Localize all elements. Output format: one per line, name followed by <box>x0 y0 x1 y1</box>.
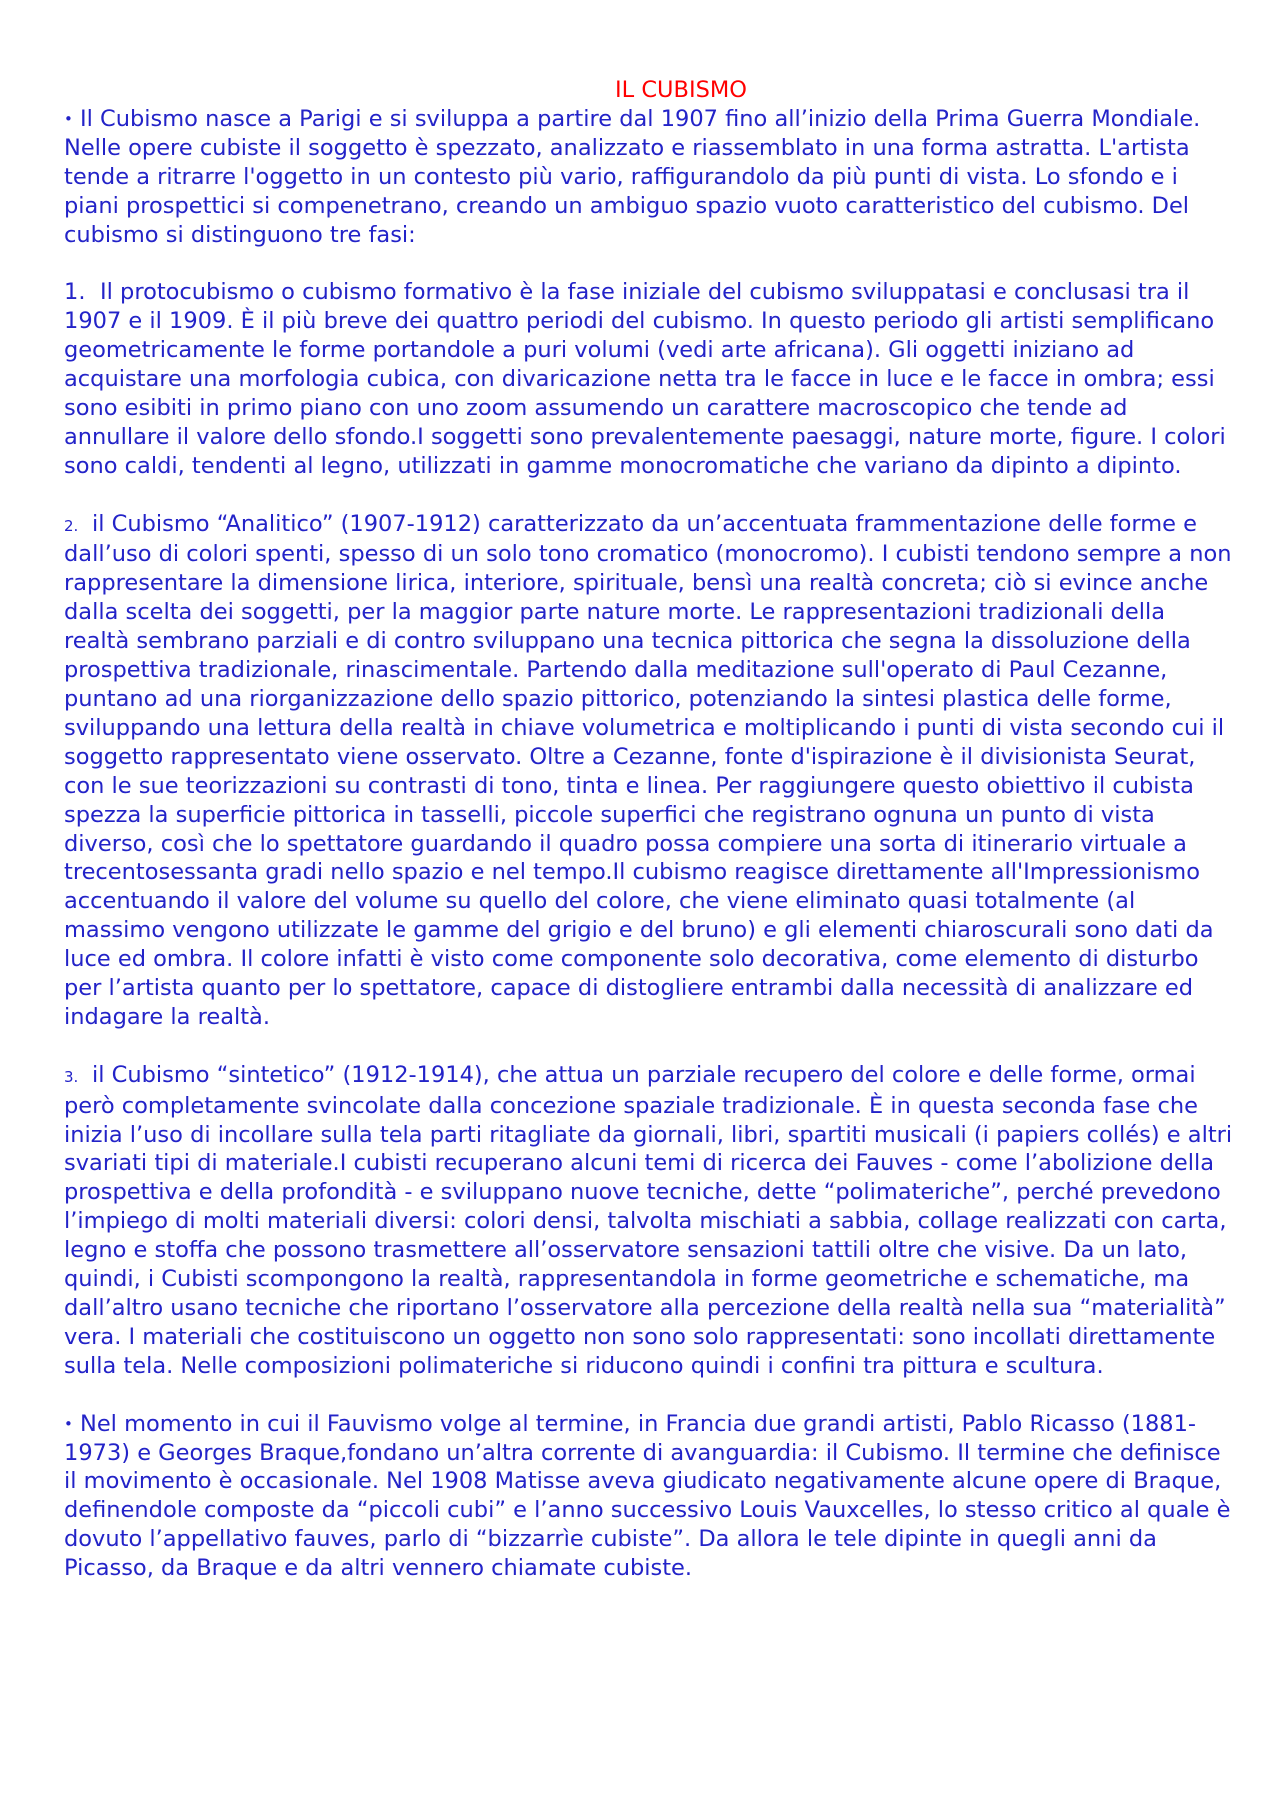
document-title: IL CUBISMO <box>615 77 747 103</box>
paragraph-gap <box>64 249 1236 278</box>
list-number-3: 3. <box>64 1067 79 1086</box>
list-number-1: 1. <box>64 279 86 306</box>
paragraph-intro <box>64 105 1236 250</box>
paragraph-phase-3-text: il Cubismo “sintetico” (1912-1914), che attua un parziale recupero del colore e delle forme, ormai però completamente svincolate dalla concezione spaziale tradizionale. È in questa seconda fase che inizia l’uso di incollare sulla tela parti ritagliate da giornali, libri, spartiti musicali (i papiers collés) e altri svariati tipi di materiale.I cubisti recuperano alcuni temi di ricerca dei Fauves - come l’abolizione della prospettiva e della profondità - e sviluppano nuove tecniche, dette “polimateriche”, perché prevedono l’impiego di molti materiali diversi: colori densi, talvolta mischiati a sabbia, collage realizzati con carta, legno e stoffa che possono trasmettere all’osservatore sensazioni tattili oltre che visive. Da un lato, quindi, i Cubisti scompongono la realtà, rappresentandola in forme geometriche e schematiche, ma dall’altro usano tecniche che riportano l’osservatore alla percezione della realtà nella sua “materialità” vera. I materiali che costituiscono un oggetto non sono solo rappresentati: sono incollati direttamente sulla tela. Nelle composizioni polimateriche si riducono quindi i confini tra pittura e scultura. <box>64 1061 1233 1379</box>
paragraph-origin <box>64 1410 1236 1583</box>
paragraph-intro-text: Il Cubismo nasce a Parigi e si sviluppa a partire dal 1907 fino all’inizio della Prima Guerra Mondiale. Nelle opere cubiste il soggetto è spezzato, analizzato e riassemblato in una forma astratta. L'artista tende a ritrarre l'oggetto in un contesto più vario, raffigurandolo da più punti di vista. Lo sfondo e i piani prospettici si compenetrano, creando un ambiguo spazio vuoto caratteristico del cubismo. Del cubismo si distinguono tre fasi: <box>64 105 1201 248</box>
bullet-marker: • <box>64 109 73 128</box>
paragraph-phase-2 <box>64 510 1236 1032</box>
paragraph-gap <box>64 481 1236 510</box>
list-number-2: 2. <box>64 516 79 535</box>
paragraph-phase-1 <box>64 278 1236 480</box>
paragraph-phase-2-text: il Cubismo “Analitico” (1907-1912) caratterizzato da un’accentuata frammentazione delle forme e dall’uso di colori spenti, spesso di un solo tono cromatico (monocromo). I cubisti tendono sempre a non rappresentare la dimensione lirica, interiore, spirituale, bensì una realtà concreta; ciò si evince anche dalla scelta dei soggetti, per la maggior parte nature morte. Le rappresentazioni tradizionali della realtà sembrano parziali e di contro sviluppano una tecnica pittorica che segna la dissoluzione della prospettiva tradizionale, rinascimentale. Partendo dalla meditazione sull'operato di Paul Cezanne, puntano ad una riorganizzazione dello spazio pittorico, potenziando la sintesi plastica delle forme, sviluppando una lettura della realtà in chiave volumetrica e moltiplicando i punti di vista secondo cui il soggetto rappresentato viene osservato. Oltre a Cezanne, fonte d'ispirazione è il divisionista Seurat, con le sue teorizzazioni su contrasti di tono, tinta e linea. Per raggiungere questo obiettivo il cubista spezza la superficie pittorica in tasselli, piccole superfici che registrano ognuna un punto di vista diverso, così che lo spettatore guardando il quadro possa compiere una sorta di itinerario virtuale a trecentosessanta gradi nello spazio e nel tempo.Il cubismo reagisce direttamente all'Impressionismo accentuando il valore del volume su quello del colore, che viene eliminato quasi totalmente (al massimo vengono utilizzate le gamme del grigio e del bruno) e gli elementi chiaroscurali sono dati da luce ed ombra. Il colore infatti è visto come componente solo decorativa, come elemento di disturbo per l’artista quanto per lo spettatore, capace di distogliere entrambi dalla necessità di analizzare ed indagare la realtà. <box>64 510 1232 1030</box>
paragraph-origin-text: Nel momento in cui il Fauvismo volge al termine, in Francia due grandi artisti, Pablo Ricasso (1881-1973) e Georges Braque,fondano un’altra corrente di avanguardia: il Cubismo. Il termine che definisce il movimento è occasionale. Nel 1908 Matisse aveva giudicato negativamente alcune opere di Braque, definendole composte da “piccoli cubi” e l’anno successivo Louis Vauxcelles, lo stesso critico al quale è dovuto l’appellativo fauves, parlo di “bizzarrìe cubiste”. Da allora le tele dipinte in quegli anni da Picasso, da Braque e da altri vennero chiamate cubiste. <box>64 1410 1231 1582</box>
document-page <box>64 76 1236 1583</box>
paragraph-gap <box>64 1381 1236 1410</box>
paragraph-phase-1-text: Il protocubismo o cubismo formativo è la fase iniziale del cubismo sviluppatasi e conclusasi tra il 1907 e il 1909. È il più breve dei quattro periodi del cubismo. In questo periodo gli artisti semplificano geometricamente le forme portandole a puri volumi (vedi arte africana). Gli oggetti iniziano ad acquistare una morfologia cubica, con divaricazione netta tra le facce in luce e le facce in ombra; essi sono esibiti in primo piano con uno zoom assumendo un carattere macroscopico che tende ad annullare il valore dello sfondo.I soggetti sono prevalentemente paesaggi, nature morte, figure. I colori sono caldi, tendenti al legno, utilizzati in gamme monocromatiche che variano da dipinto a dipinto. <box>64 279 1226 479</box>
bullet-marker: • <box>64 1414 73 1433</box>
paragraph-phase-3 <box>64 1061 1236 1381</box>
paragraph-gap <box>64 1032 1236 1061</box>
